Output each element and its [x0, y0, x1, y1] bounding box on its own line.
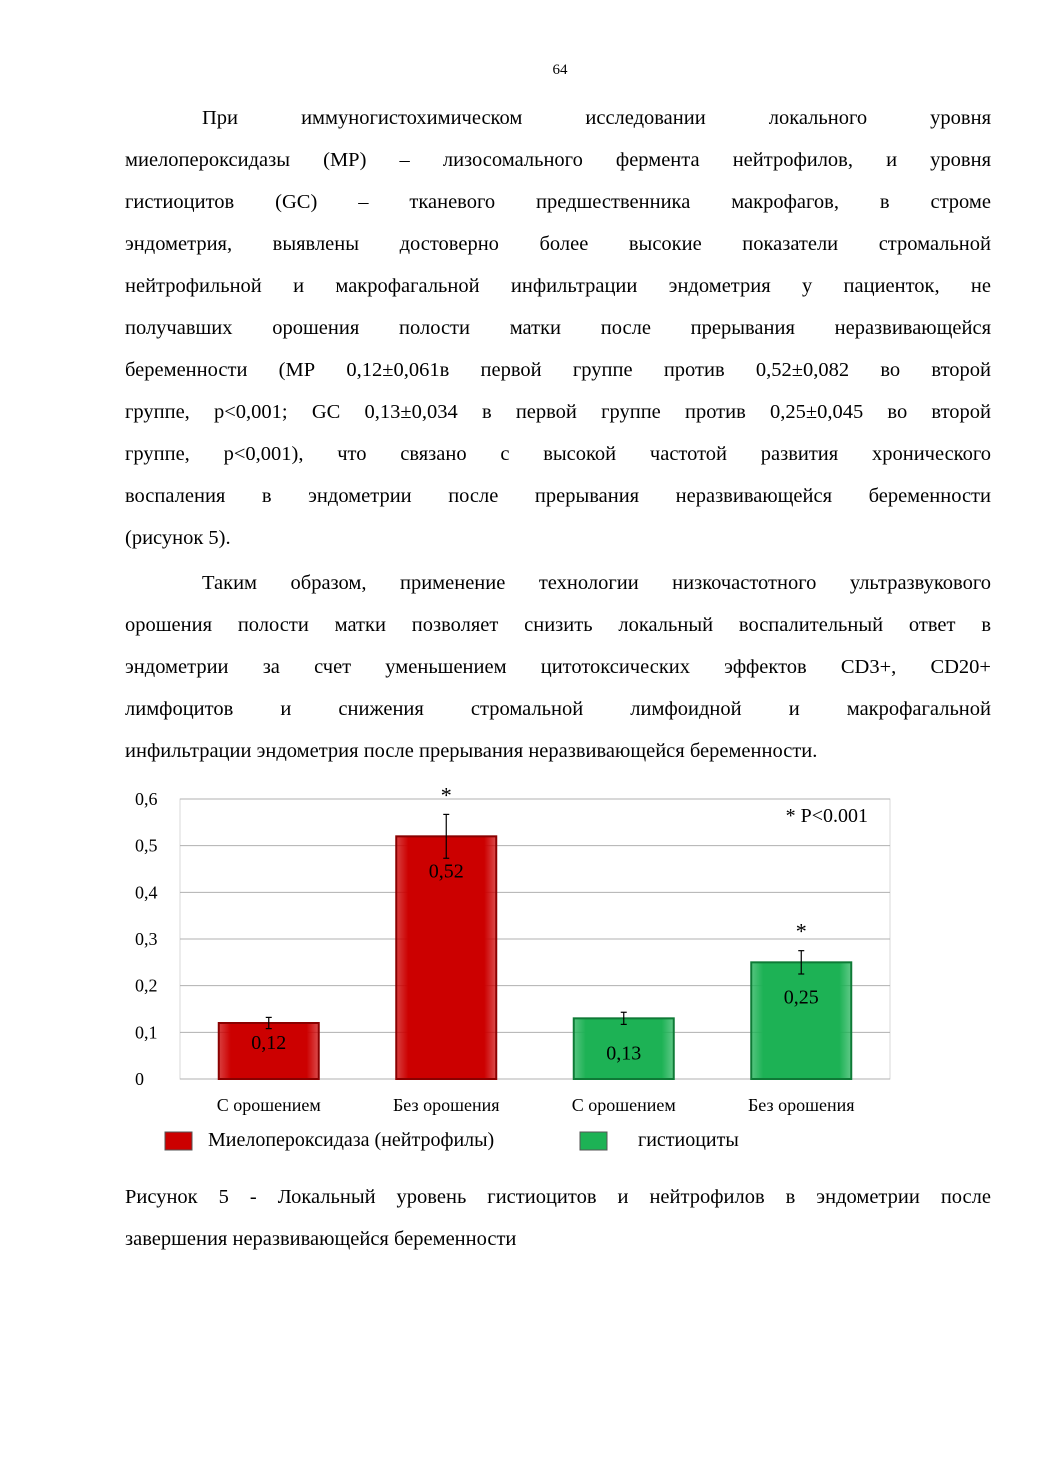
- y-tick-label: 0,1: [135, 1022, 158, 1043]
- y-tick-label: 0,4: [135, 882, 158, 903]
- text-line: инфильтрации эндометрия после прерывания неразвивающейся беременности.: [125, 740, 818, 762]
- text-line: воспаления в эндометрии после прерывания неразвивающейся беременности: [125, 485, 991, 507]
- x-tick-label: Без орошения: [392, 1095, 500, 1115]
- text-line: нейтрофильной и макрофагальной инфильтрации эндометрия у пациенток, не: [125, 275, 991, 297]
- text-line: При иммуногистохимическом исследовании локального уровня: [202, 107, 991, 129]
- data-label: 0,25: [783, 986, 819, 1009]
- text-line: миелопероксидазы (МР) – лизосомального фермента нейтрофилов, и уровня: [125, 149, 991, 171]
- data-label: 0,12: [251, 1032, 287, 1054]
- data-label: 0,52: [428, 860, 464, 883]
- significance-mark: *: [795, 918, 807, 944]
- legend-swatch: [580, 1132, 607, 1150]
- y-tick-label: 0,3: [135, 929, 158, 949]
- y-tick-label: 0,2: [135, 975, 158, 996]
- legend-label: Миелопероксидаза (нейтрофилы): [208, 1129, 495, 1151]
- text-line: группе, p<0,001), что связано с высокой частотой развития хронического: [125, 443, 991, 465]
- p-value-annotation: * P<0.001: [785, 805, 868, 827]
- x-tick-label: С орошением: [571, 1095, 676, 1115]
- text-line: эндометрии за счет уменьшением цитотоксических эффектов CD3+, CD20+: [125, 656, 991, 678]
- bar: [751, 962, 851, 1079]
- legend-label: гистиоциты: [638, 1129, 739, 1151]
- paragraph-results: [125, 97, 991, 559]
- bar-chart: [125, 782, 895, 1162]
- y-tick-label: 0,6: [135, 789, 158, 809]
- y-tick-label: 0,5: [135, 835, 158, 856]
- text-line: беременности (МР 0,12±0,061в первой группе против 0,52±0,082 во второй: [125, 359, 991, 381]
- text-line: орошения полости матки позволяет снизить локальный воспалительный ответ в: [125, 614, 991, 636]
- text-line: группе, p<0,001; GC 0,13±0,034 в первой группе против 0,25±0,045 во второй: [125, 401, 991, 423]
- figure-caption: [125, 1176, 991, 1260]
- paragraph-conclusion: [125, 562, 991, 772]
- text-line: эндометрия, выявлены достоверно более высокие показатели стромальной: [125, 233, 991, 255]
- x-tick-label: Без орошения: [747, 1095, 855, 1115]
- y-tick-label: 0: [135, 1069, 144, 1089]
- legend-swatch: [165, 1132, 192, 1150]
- text-line: гистиоцитов (GC) – тканевого предшественника макрофагов, в строме: [125, 191, 991, 213]
- significance-mark: *: [440, 782, 452, 808]
- page-number: 64: [552, 62, 568, 78]
- text-line: лимфоцитов и снижения стромальной лимфоидной и макрофагальной: [125, 698, 991, 720]
- text-line: получавших орошения полости матки после прерывания неразвивающейся: [125, 317, 991, 339]
- x-tick-label: С орошением: [216, 1095, 321, 1115]
- text-line: Рисунок 5 - Локальный уровень гистиоцитов и нейтрофилов в эндометрии после: [125, 1186, 991, 1208]
- text-line: (рисунок 5).: [125, 527, 231, 549]
- data-label: 0,13: [606, 1042, 642, 1065]
- text-line: Таким образом, применение технологии низкочастотного ультразвукового: [202, 572, 991, 594]
- text-line: завершения неразвивающейся беременности: [125, 1228, 517, 1250]
